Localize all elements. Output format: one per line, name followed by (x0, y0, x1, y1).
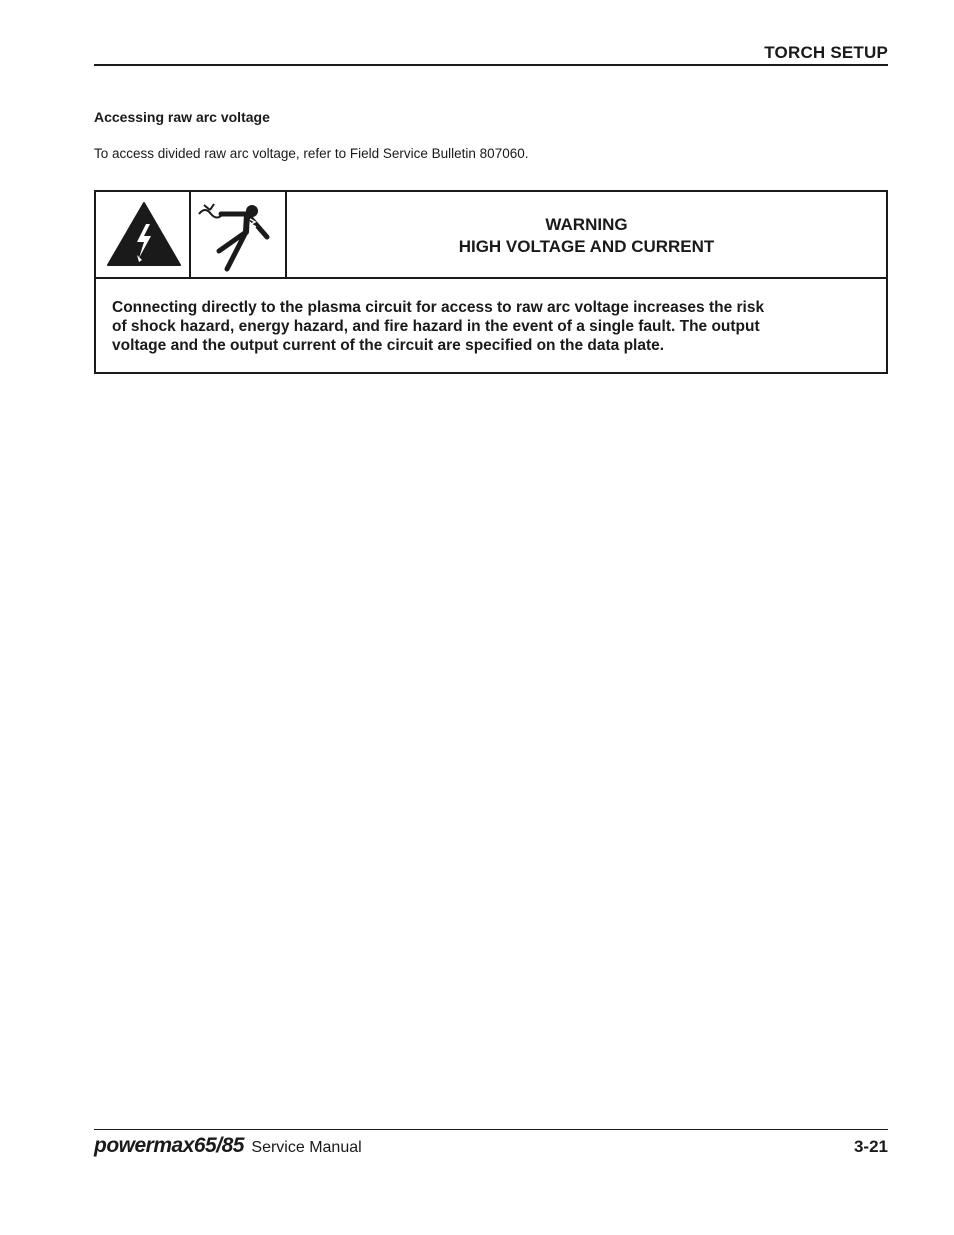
warning-title (287, 214, 886, 258)
brand-logo: powermax65/85 (94, 1134, 244, 1157)
section-heading: Accessing raw arc voltage (94, 109, 270, 125)
page-number: 3-21 (853, 1137, 888, 1156)
warning-message (112, 298, 872, 355)
header-divider (94, 64, 888, 66)
warning-title-line: WARNING (545, 215, 628, 234)
manual-label: Service Manual (251, 1139, 362, 1156)
high-voltage-triangle-icon (96, 192, 189, 277)
warning-message-line: of shock hazard, energy hazard, and fire hazard in the event of a single fault. The output (112, 318, 760, 335)
section-title: TORCH SETUP (764, 43, 888, 62)
warning-title-line: HIGH VOLTAGE AND CURRENT (458, 237, 715, 256)
icon-cell (191, 192, 287, 277)
warning-header-row (96, 192, 886, 279)
electric-shock-person-icon (191, 192, 285, 277)
body-paragraph: To access divided raw arc voltage, refer to Field Service Bulletin 807060. (94, 146, 529, 161)
warning-message-line: Connecting directly to the plasma circuit for access to raw arc voltage increases the risk (112, 299, 765, 316)
warning-box (94, 190, 888, 374)
icon-cell (96, 192, 191, 277)
warning-message-line: voltage and the output current of the circuit are specified on the data plate. (112, 337, 665, 354)
footer-divider (94, 1129, 888, 1130)
footer-manual-title (94, 1134, 362, 1158)
